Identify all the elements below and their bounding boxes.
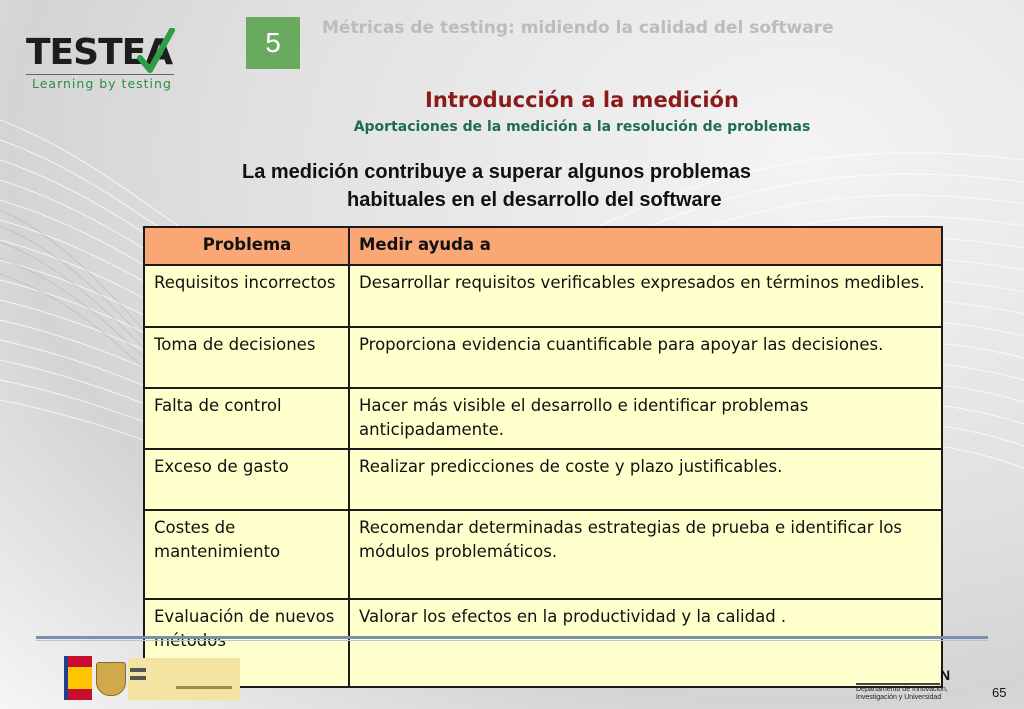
footer-logo-fragment: N	[940, 667, 951, 683]
help-cell: Recomendar determinadas estrategias de prueba e identificar los módulos problemáticos.	[349, 510, 942, 599]
chapter-number-badge: 5	[246, 17, 300, 69]
table-row	[144, 510, 942, 599]
chapter-title: Métricas de testing: midiendo la calidad del software	[322, 18, 834, 38]
government-logo	[128, 658, 240, 700]
department-label: Departamento de Innovación, Investigación y Universidad	[856, 686, 948, 701]
coat-of-arms-icon	[96, 662, 126, 696]
problem-cell: Exceso de gasto	[144, 449, 349, 510]
checkmark-icon	[136, 28, 176, 76]
help-cell: Valorar los efectos en la productividad y la calidad .	[349, 599, 942, 687]
logo-divider	[26, 74, 174, 75]
problems-table	[143, 226, 943, 688]
section-subtitle: Aportaciones de la medición a la resolución de problemas	[353, 119, 811, 135]
problem-cell: Costes de mantenimiento	[144, 510, 349, 599]
footer-divider-thin	[36, 640, 988, 641]
help-cell: Realizar predicciones de coste y plazo justificables.	[349, 449, 942, 510]
slide-heading-line-2: habituales en el desarrollo del software	[347, 189, 722, 211]
page-number: 65	[992, 685, 1007, 700]
problem-cell: Toma de decisiones	[144, 327, 349, 388]
column-header-problem: Problema	[144, 227, 349, 265]
table-row	[144, 388, 942, 449]
help-cell: Proporciona evidencia cuantificable para apoyar las decisiones.	[349, 327, 942, 388]
logo-name: TESTEA	[26, 32, 173, 73]
help-cell: Hacer más visible el desarrollo e identificar problemas anticipadamente.	[349, 388, 942, 449]
testea-logo	[24, 28, 184, 92]
table-row	[144, 327, 942, 388]
table-row	[144, 265, 942, 327]
table-row	[144, 599, 942, 687]
help-cell: Desarrollar requisitos verificables expresados en términos medibles.	[349, 265, 942, 327]
logo-tagline: Learning by testing	[32, 76, 172, 91]
footer-divider	[36, 636, 988, 639]
problem-cell: Falta de control	[144, 388, 349, 449]
section-title: Introducción a la medición	[425, 88, 739, 112]
slide-heading-line-1: La medición contribuye a superar algunos problemas	[242, 161, 752, 183]
problem-cell: Evaluación de nuevos	[144, 599, 349, 687]
column-header-help: Medir ayuda a	[349, 227, 942, 265]
problem-cell: Requisitos incorrectos	[144, 265, 349, 327]
table-header-row	[144, 227, 942, 265]
table-row	[144, 449, 942, 510]
department-rule	[856, 683, 940, 685]
slide-heading	[200, 158, 870, 214]
spain-flag-icon	[68, 656, 92, 700]
